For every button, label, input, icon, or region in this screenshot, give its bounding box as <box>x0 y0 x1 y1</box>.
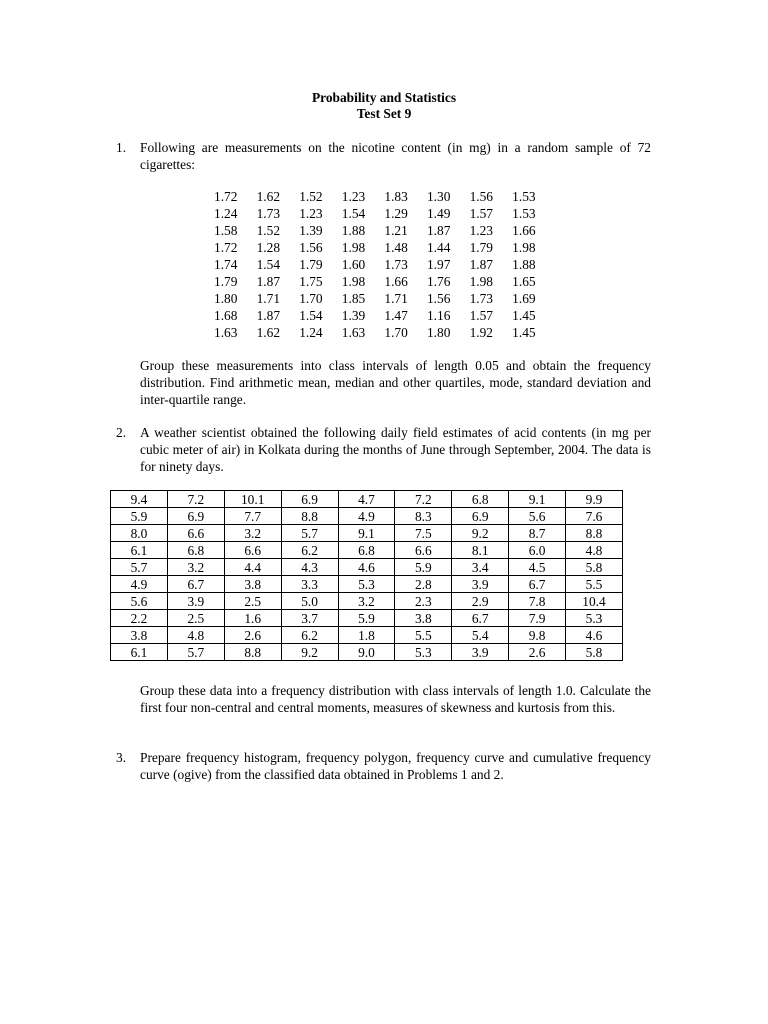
acid-row <box>111 508 623 525</box>
acid-row <box>111 644 623 661</box>
acid-value-cell: 5.9 <box>111 508 168 525</box>
acid-value-cell: 3.2 <box>167 559 224 576</box>
acid-value-cell: 8.1 <box>452 542 509 559</box>
acid-value-cell: 5.0 <box>281 593 338 610</box>
acid-value-cell: 9.1 <box>338 525 395 542</box>
nicotine-value: 1.70 <box>299 291 323 306</box>
nicotine-row <box>214 273 555 290</box>
nicotine-value: 1.80 <box>214 291 238 306</box>
nicotine-value: 1.79 <box>299 257 323 272</box>
nicotine-value: 1.73 <box>384 257 408 272</box>
acid-value-cell: 6.9 <box>452 508 509 525</box>
acid-row <box>111 559 623 576</box>
acid-value-cell: 6.7 <box>167 576 224 593</box>
acid-value-cell: 3.3 <box>281 576 338 593</box>
nicotine-value: 1.65 <box>512 274 536 289</box>
acid-value-cell: 2.2 <box>111 610 168 627</box>
acid-value-cell: 6.1 <box>111 542 168 559</box>
nicotine-value: 1.83 <box>384 189 408 204</box>
acid-value-cell: 4.7 <box>338 491 395 508</box>
question-3-number: 3. <box>116 750 127 765</box>
acid-value-cell: 3.8 <box>395 610 452 627</box>
acid-value-cell: 7.6 <box>566 508 623 525</box>
nicotine-value: 1.88 <box>512 257 536 272</box>
page-title: Probability and Statistics <box>311 90 457 105</box>
acid-value-cell: 9.0 <box>338 644 395 661</box>
nicotine-value: 1.53 <box>512 206 536 221</box>
nicotine-value: 1.23 <box>299 206 323 221</box>
nicotine-value: 1.68 <box>214 308 238 323</box>
acid-value-cell: 4.8 <box>566 542 623 559</box>
acid-value-cell: 6.2 <box>281 627 338 644</box>
nicotine-value: 1.60 <box>341 257 366 272</box>
acid-value-cell: 5.9 <box>338 610 395 627</box>
nicotine-value: 1.53 <box>512 189 536 204</box>
acid-row <box>111 593 623 610</box>
acid-value-cell: 5.7 <box>111 559 168 576</box>
nicotine-value: 1.49 <box>426 206 451 221</box>
acid-value-cell: 3.4 <box>452 559 509 576</box>
acid-value-cell: 5.5 <box>566 576 623 593</box>
acid-value-cell: 9.9 <box>566 491 623 508</box>
nicotine-value: 1.16 <box>426 308 451 323</box>
acid-value-cell: 9.1 <box>509 491 566 508</box>
nicotine-value: 1.79 <box>214 274 238 289</box>
nicotine-value: 1.98 <box>512 240 536 255</box>
nicotine-value: 1.52 <box>256 223 281 238</box>
question-2-number: 2. <box>116 425 127 440</box>
acid-value-cell: 4.4 <box>224 559 281 576</box>
nicotine-value: 1.72 <box>214 189 238 204</box>
page-subtitle: Test Set 9 <box>356 106 412 121</box>
nicotine-value: 1.39 <box>299 223 323 238</box>
nicotine-value: 1.28 <box>256 240 281 255</box>
acid-value-cell: 2.5 <box>224 593 281 610</box>
nicotine-value: 1.69 <box>512 291 536 306</box>
acid-value-cell: 2.9 <box>452 593 509 610</box>
acid-row <box>111 576 623 593</box>
acid-row <box>111 525 623 542</box>
acid-value-cell: 5.6 <box>509 508 566 525</box>
acid-value-cell: 6.9 <box>167 508 224 525</box>
acid-value-cell: 3.7 <box>281 610 338 627</box>
acid-value-cell: 9.8 <box>509 627 566 644</box>
nicotine-value: 1.48 <box>384 240 408 255</box>
acid-value-cell: 6.8 <box>452 491 509 508</box>
nicotine-row <box>214 256 555 273</box>
acid-value-cell: 5.7 <box>167 644 224 661</box>
acid-value-cell: 4.3 <box>281 559 338 576</box>
acid-row <box>111 491 623 508</box>
nicotine-value: 1.80 <box>426 325 451 340</box>
acid-value-cell: 9.2 <box>452 525 509 542</box>
nicotine-value: 1.47 <box>384 308 408 323</box>
acid-value-cell: 7.5 <box>395 525 452 542</box>
nicotine-value: 1.73 <box>469 291 493 306</box>
acid-value-cell: 5.7 <box>281 525 338 542</box>
nicotine-value: 1.66 <box>384 274 408 289</box>
nicotine-value: 1.63 <box>214 325 238 340</box>
acid-value-cell: 7.7 <box>224 508 281 525</box>
nicotine-value: 1.87 <box>256 274 281 289</box>
acid-value-cell: 2.5 <box>167 610 224 627</box>
nicotine-value: 1.23 <box>341 189 366 204</box>
nicotine-value: 1.71 <box>384 291 408 306</box>
acid-value-cell: 7.2 <box>395 491 452 508</box>
nicotine-value: 1.79 <box>469 240 493 255</box>
acid-row <box>111 542 623 559</box>
nicotine-value: 1.57 <box>469 206 493 221</box>
nicotine-value: 1.62 <box>256 189 281 204</box>
acid-value-cell: 4.6 <box>338 559 395 576</box>
acid-value-cell: 2.6 <box>509 644 566 661</box>
nicotine-value: 1.98 <box>341 274 366 289</box>
acid-value-cell: 6.1 <box>111 644 168 661</box>
nicotine-row <box>214 307 555 324</box>
nicotine-row <box>214 290 555 307</box>
acid-value-cell: 10.1 <box>224 491 281 508</box>
nicotine-value: 1.75 <box>299 274 323 289</box>
acid-value-cell: 7.9 <box>509 610 566 627</box>
nicotine-value: 1.87 <box>256 308 281 323</box>
nicotine-value: 1.24 <box>214 206 238 221</box>
nicotine-value: 1.56 <box>299 240 323 255</box>
acid-value-cell: 5.4 <box>452 627 509 644</box>
acid-value-cell: 3.9 <box>452 576 509 593</box>
acid-value-cell: 8.8 <box>281 508 338 525</box>
nicotine-value: 1.24 <box>299 325 323 340</box>
nicotine-value: 1.92 <box>469 325 493 340</box>
nicotine-value: 1.62 <box>256 325 281 340</box>
acid-value-cell: 4.6 <box>566 627 623 644</box>
acid-value-cell: 5.3 <box>566 610 623 627</box>
acid-value-cell: 3.8 <box>111 627 168 644</box>
acid-content-table <box>110 490 623 661</box>
question-1-text: Following are measurements on the nicotine content (in mg) in a random sample of 72 cigarettes: <box>140 140 651 172</box>
nicotine-value: 1.97 <box>426 257 451 272</box>
acid-value-cell: 2.8 <box>395 576 452 593</box>
acid-value-cell: 6.7 <box>509 576 566 593</box>
nicotine-value: 1.58 <box>214 223 238 238</box>
acid-value-cell: 7.2 <box>167 491 224 508</box>
acid-value-cell: 1.8 <box>338 627 395 644</box>
acid-row <box>111 610 623 627</box>
nicotine-value: 1.98 <box>469 274 493 289</box>
nicotine-value: 1.66 <box>512 223 536 238</box>
acid-value-cell: 6.2 <box>281 542 338 559</box>
acid-value-cell: 5.8 <box>566 644 623 661</box>
nicotine-value: 1.70 <box>384 325 408 340</box>
nicotine-value: 1.54 <box>341 206 366 221</box>
nicotine-value: 1.44 <box>426 240 451 255</box>
nicotine-value: 1.23 <box>469 223 493 238</box>
nicotine-value: 1.39 <box>341 308 366 323</box>
acid-value-cell: 5.6 <box>111 593 168 610</box>
acid-value-cell: 6.8 <box>338 542 395 559</box>
acid-value-cell: 4.8 <box>167 627 224 644</box>
acid-value-cell: 9.2 <box>281 644 338 661</box>
question-2-text: A weather scientist obtained the following daily field estimates of acid contents (in mg per cubic meter of air) in Kolkata during the months of June through September, 2004. The data is for ninety days. <box>140 425 651 474</box>
nicotine-value: 1.87 <box>426 223 451 238</box>
nicotine-value: 1.45 <box>512 308 536 323</box>
acid-value-cell: 5.9 <box>395 559 452 576</box>
acid-value-cell: 2.3 <box>395 593 452 610</box>
acid-value-cell: 3.2 <box>224 525 281 542</box>
question-1-number: 1. <box>116 140 127 155</box>
acid-value-cell: 3.8 <box>224 576 281 593</box>
acid-value-cell: 2.6 <box>224 627 281 644</box>
nicotine-row <box>214 205 555 222</box>
acid-value-cell: 4.5 <box>509 559 566 576</box>
acid-value-cell: 8.8 <box>224 644 281 661</box>
acid-value-cell: 6.8 <box>167 542 224 559</box>
acid-value-cell: 5.3 <box>338 576 395 593</box>
nicotine-value: 1.54 <box>256 257 281 272</box>
acid-value-cell: 8.7 <box>509 525 566 542</box>
nicotine-value: 1.71 <box>256 291 281 306</box>
acid-value-cell: 5.8 <box>566 559 623 576</box>
nicotine-value: 1.30 <box>426 189 451 204</box>
nicotine-value: 1.56 <box>469 189 493 204</box>
acid-value-cell: 6.6 <box>167 525 224 542</box>
acid-value-cell: 8.0 <box>111 525 168 542</box>
nicotine-value: 1.72 <box>214 240 238 255</box>
nicotine-value: 1.52 <box>299 189 323 204</box>
nicotine-value: 1.56 <box>426 291 451 306</box>
question-3-text: Prepare frequency histogram, frequency polygon, frequency curve and cumulative frequency curve (ogive) from the classified data obtained in Problems 1 and 2. <box>140 750 651 782</box>
acid-value-cell: 6.7 <box>452 610 509 627</box>
acid-value-cell: 7.8 <box>509 593 566 610</box>
nicotine-row <box>214 239 555 256</box>
nicotine-row <box>214 222 555 239</box>
nicotine-value: 1.88 <box>341 223 366 238</box>
acid-value-cell: 8.8 <box>566 525 623 542</box>
nicotine-row <box>214 324 555 341</box>
nicotine-data-grid <box>214 188 555 341</box>
nicotine-value: 1.73 <box>256 206 281 221</box>
acid-value-cell: 3.2 <box>338 593 395 610</box>
nicotine-row <box>214 188 555 205</box>
acid-value-cell: 3.9 <box>452 644 509 661</box>
nicotine-value: 1.21 <box>384 223 408 238</box>
acid-value-cell: 4.9 <box>338 508 395 525</box>
nicotine-value: 1.45 <box>512 325 536 340</box>
acid-value-cell: 1.6 <box>224 610 281 627</box>
acid-value-cell: 4.9 <box>111 576 168 593</box>
acid-value-cell: 5.3 <box>395 644 452 661</box>
nicotine-value: 1.87 <box>469 257 493 272</box>
nicotine-value: 1.74 <box>214 257 238 272</box>
nicotine-value: 1.29 <box>384 206 408 221</box>
acid-value-cell: 10.4 <box>566 593 623 610</box>
nicotine-value: 1.76 <box>426 274 451 289</box>
acid-value-cell: 6.0 <box>509 542 566 559</box>
acid-value-cell: 6.6 <box>395 542 452 559</box>
nicotine-value: 1.63 <box>341 325 366 340</box>
nicotine-value: 1.98 <box>341 240 366 255</box>
acid-value-cell: 8.3 <box>395 508 452 525</box>
acid-value-cell: 3.9 <box>167 593 224 610</box>
acid-value-cell: 5.5 <box>395 627 452 644</box>
nicotine-value: 1.54 <box>299 308 323 323</box>
acid-row <box>111 627 623 644</box>
acid-value-cell: 6.9 <box>281 491 338 508</box>
acid-value-cell: 6.6 <box>224 542 281 559</box>
question-1-instruction: Group these measurements into class intervals of length 0.05 and obtain the frequency distribution. Find arithmetic mean, median and other quartiles, mode, standard deviation and inter-quartile range. <box>140 358 651 407</box>
question-2-instruction: Group these data into a frequency distribution with class intervals of length 1.0. Calculate the first four non-central and central moments, measures of skewness and kurtosis from this. <box>140 683 651 715</box>
acid-value-cell: 9.4 <box>111 491 168 508</box>
nicotine-value: 1.57 <box>469 308 493 323</box>
nicotine-value: 1.85 <box>341 291 366 306</box>
